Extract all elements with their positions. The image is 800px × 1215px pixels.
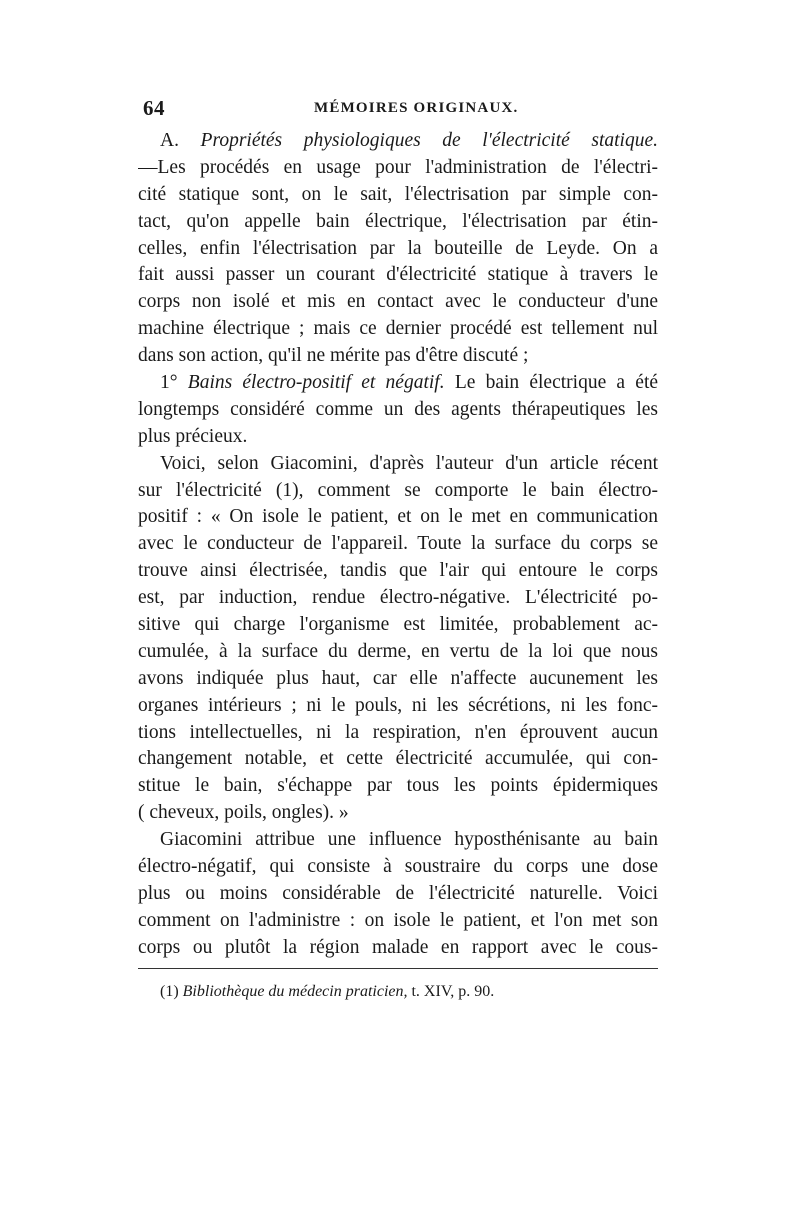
text-line: plus ou moins considérable de l'électricité naturelle. Voici	[138, 882, 658, 904]
text-line: longtemps considéré comme un des agents thérapeutiques les	[138, 398, 658, 420]
text-line: avons indiquée plus haut, car elle n'affecte aucunement les	[138, 667, 658, 689]
text-line: —Les procédés en usage pour l'administration de l'électri-	[138, 156, 658, 178]
text-line: changement notable, et cette électricité accumulée, qui con-	[138, 748, 658, 770]
text-line: électro-négatif, qui consiste à soustraire du corps une dose	[138, 856, 658, 878]
running-head	[143, 96, 657, 126]
footnote-source-title: Bibliothèque du médecin praticien,	[182, 983, 408, 1000]
text-fragment: Le bain électrique a été	[454, 372, 658, 394]
text-line: est, par induction, rendue électro-négative. L'électricité po-	[138, 587, 658, 609]
text-line: ( cheveux, poils, ongles). »	[138, 802, 349, 824]
subsection-number: 1°	[160, 372, 178, 394]
text-line: dans son action, qu'il ne mérite pas d'être discuté ;	[138, 345, 529, 367]
text-line: machine électrique ; mais ce dernier procédé est tellement nul	[138, 318, 658, 340]
text-line: sur l'électricité (1), comment se comporte le bain électro-	[138, 479, 658, 501]
footnote-divider	[138, 968, 658, 969]
text-line: stitue le bain, s'échappe par tous les points épidermiques	[138, 775, 658, 797]
text-line: Voici, selon Giacomini, d'après l'auteur d'un article récent	[160, 452, 658, 474]
footnote-marker: (1)	[160, 983, 179, 1000]
running-title: MÉMOIRES ORIGINAUX.	[314, 100, 519, 116]
subsection-line	[138, 370, 658, 397]
text-line: avec le conducteur de l'appareil. Toute la surface du corps se	[138, 533, 658, 555]
main-text	[138, 128, 658, 962]
text-line: celles, enfin l'électrisation par la bouteille de Leyde. On a	[138, 237, 658, 259]
section-heading	[138, 128, 658, 155]
text-line: organes intérieurs ; ni le pouls, ni les sécrétions, ni les fonc-	[138, 694, 658, 716]
text-line: tions intellectuelles, ni la respiration, n'en éprouvent aucun	[138, 721, 658, 743]
footnote	[160, 983, 494, 1001]
text-line: comment on l'administre : on isole le patient, et l'on met son	[138, 909, 658, 931]
text-line: cité statique sont, on le sait, l'électrisation par simple con-	[138, 183, 658, 205]
text-line: tact, qu'on appelle bain électrique, l'électrisation par étin-	[138, 210, 658, 232]
text-line: trouve ainsi électrisée, tandis que l'air qui entoure le corps	[138, 560, 658, 582]
page-number: 64	[143, 96, 165, 120]
text-line: Giacomini attribue une influence hyposthénisante au bain	[160, 829, 658, 851]
text-line: positif : « On isole le patient, et on le met en communication	[138, 506, 658, 528]
section-label: A.	[160, 130, 179, 151]
text-line: corps ou plutôt la région malade en rapport avec le cous-	[138, 936, 658, 958]
text-line: fait aussi passer un courant d'électricité statique à travers le	[138, 264, 658, 286]
subsection-title: Bains électro-positif et négatif.	[187, 372, 445, 394]
section-title: Propriétés physiologiques de l'électricité statique.	[200, 130, 658, 151]
text-line: cumulée, à la surface du derme, en vertu de la loi que nous	[138, 640, 658, 662]
text-line: sitive qui charge l'organisme est limitée, probablement ac-	[138, 614, 658, 636]
text-line: plus précieux.	[138, 425, 248, 447]
text-line: corps non isolé et mis en contact avec le conducteur d'une	[138, 291, 658, 313]
footnote-reference: t. XIV, p. 90.	[411, 983, 495, 1000]
